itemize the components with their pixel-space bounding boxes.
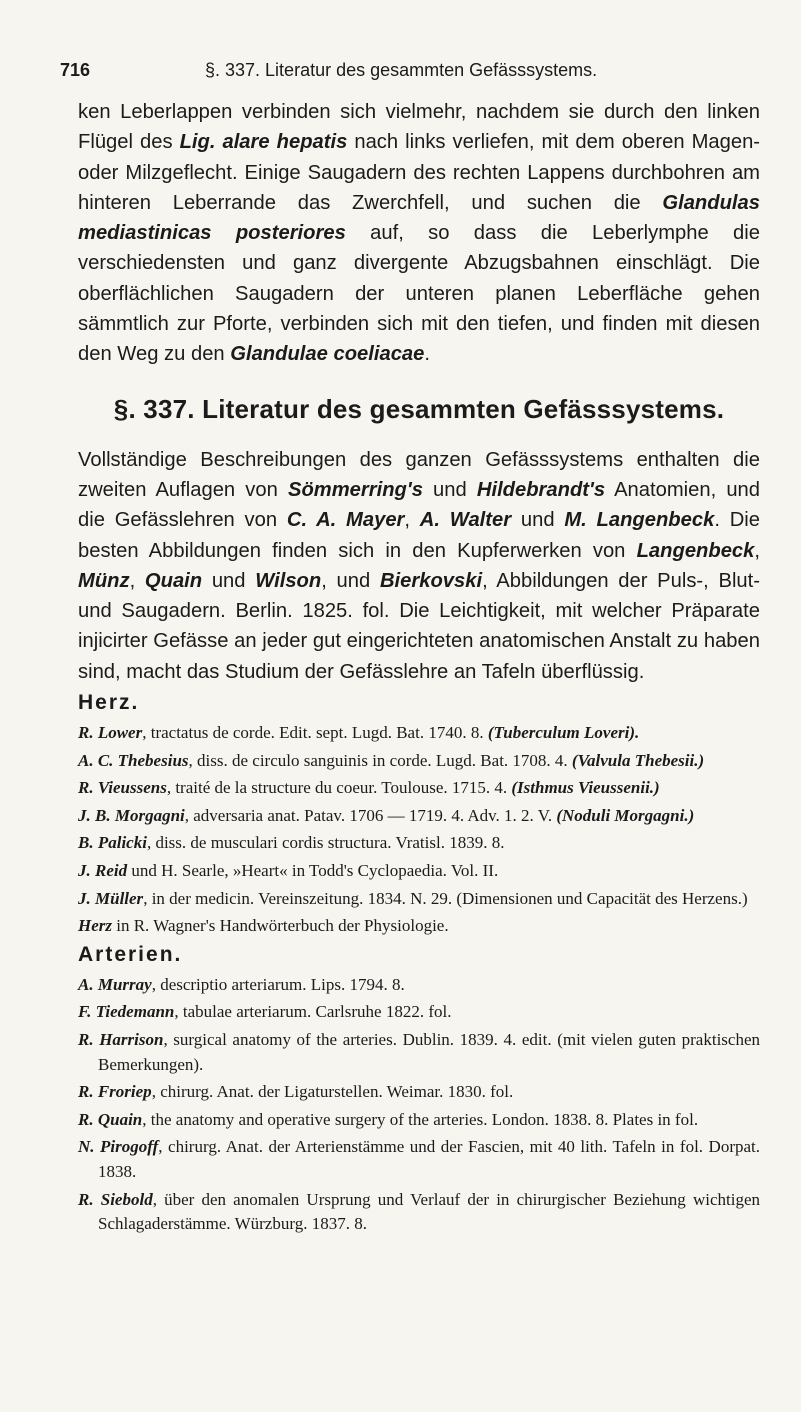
heading-arterien: Arterien.	[78, 942, 183, 966]
ref-text: in R. Wagner's Handwörterbuch der Physiologie.	[112, 916, 449, 936]
section-name: Sömmerring's	[287, 478, 423, 501]
ref-author: Herz	[78, 916, 112, 936]
ref-note: (Noduli Morgagni.)	[556, 805, 695, 825]
reference-item	[78, 887, 760, 912]
section-text: Vollständige Beschreibungen des ganzen Gefässsystems enthalten die zweiten Auflagen von	[78, 448, 760, 501]
reference-item	[78, 973, 760, 998]
section-name: Bierkovski	[379, 569, 483, 592]
reference-item	[78, 1188, 760, 1237]
page-number: 716	[60, 60, 91, 80]
ref-author: J. Müller	[78, 888, 144, 908]
ref-author: A. C. Thebesius	[78, 750, 189, 770]
reference-item	[78, 859, 760, 884]
section-name: M. Langenbeck	[564, 509, 715, 532]
section-text: ,	[754, 539, 760, 562]
ref-text: , in der medicin. Vereinszeitung. 1834. N. 29. (Dimensionen und Capacität des Herzens.)	[143, 888, 748, 908]
section-text: und	[202, 569, 256, 592]
ref-note: (Tuberculum Loveri).	[487, 723, 640, 743]
reference-item	[78, 1108, 760, 1133]
ref-text: , über den anomalen Ursprung und Verlauf der in chirurgischer Beziehung wichtigen Schlagaderstämme. Würzburg. 1837. 8.	[98, 1189, 760, 1234]
intro-term: Glandulas mediastinicas posteriores	[78, 191, 760, 245]
ref-text: , the anatomy and operative surgery of the arteries. London. 1838. 8. Plates in fol.	[142, 1109, 699, 1129]
reference-item	[78, 1028, 760, 1077]
ref-text: , adversaria anat. Patav. 1706 — 1719. 4. Adv. 1. 2. V.	[184, 805, 557, 825]
page-body	[78, 97, 760, 1240]
ref-text: und H. Searle, »Heart« in Todd's Cyclopaedia. Vol. II.	[127, 861, 499, 881]
section-name: Münz	[78, 569, 130, 592]
intro-term: Lig. alare hepatis	[179, 131, 348, 154]
reference-item	[78, 831, 760, 856]
section-name: Langenbeck	[636, 539, 755, 562]
section-name: Hildebrandt's	[476, 478, 606, 501]
ref-author: R. Vieussens	[78, 778, 167, 798]
ref-note: (Valvula Thebesii.)	[571, 750, 705, 770]
section-name: A. Walter	[419, 509, 512, 532]
intro-text: nach links verliefen, mit dem oberen Magen- oder Milzgeflecht. Einige Saugadern des rechten Lappens durchbohren am hinteren Leberrande das Zwerchfell, und suchen die	[78, 131, 761, 214]
ref-author: B. Palicki	[78, 833, 147, 853]
section-paragraph	[78, 445, 760, 687]
section-text: , Abbildungen der Puls-, Blut- und Saugadern. Berlin. 1825. fol. Die Leichtigkeit, mit welcher Präparate injicirter Gefässe an jeder gut eingerichteten anatomischen Anstalt zu haben sind, macht das Studium der Gefässlehre an Tafeln überflüssig.	[78, 569, 760, 683]
ref-text: , diss. de musculari cordis structura. Vratisl. 1839. 8.	[146, 833, 505, 853]
page-header	[60, 60, 760, 86]
section-name: Wilson	[255, 569, 322, 592]
ref-text: , diss. de circulo sanguinis in corde. Lugd. Bat. 1708. 4.	[188, 750, 572, 770]
ref-text: , descriptio arteriarum. Lips. 1794. 8.	[151, 974, 405, 994]
running-title: §. 337. Literatur des gesammten Gefässsystems.	[205, 60, 598, 80]
intro-paragraph	[78, 97, 760, 370]
heading-herz: Herz.	[78, 691, 140, 715]
reference-list-herz	[78, 721, 760, 939]
section-title: §. 337. Literatur des gesammten Gefässsystems.	[113, 393, 725, 424]
ref-author: J. B. Morgagni	[78, 805, 185, 825]
ref-text: , traité de la structure du coeur. Toulouse. 1715. 4.	[166, 778, 512, 798]
ref-text: , chirurg. Anat. der Arterienstämme und der Fascien, mit 40 lith. Tafeln in fol. Dorpat. 1838.	[98, 1137, 761, 1181]
intro-term: Glandulae coeliacae	[230, 343, 425, 366]
ref-text: , surgical anatomy of the arteries. Dublin. 1839. 4. edit. (mit vielen guten praktischen Bemerkungen).	[98, 1029, 760, 1074]
section-text: ,	[404, 509, 420, 532]
reference-item	[78, 776, 760, 801]
ref-author: R. Froriep	[78, 1082, 152, 1102]
ref-author: F. Tiedemann	[78, 1002, 175, 1022]
ref-author: R. Harrison	[78, 1029, 164, 1049]
reference-item	[78, 804, 760, 829]
ref-text: , tabulae arteriarum. Carlsruhe 1822. fol.	[174, 1002, 452, 1022]
reference-item	[78, 721, 760, 746]
section-text: . Die besten Abbildungen finden sich in den Kupferwerken von	[78, 509, 761, 562]
reference-list-arterien	[78, 973, 760, 1237]
reference-item	[78, 1000, 760, 1025]
section-text: , und	[321, 569, 380, 592]
reference-item	[78, 914, 760, 939]
section-name: Quain	[144, 569, 203, 592]
ref-author: N. Pirogoff	[78, 1137, 159, 1157]
section-text: und	[422, 478, 477, 501]
reference-item	[78, 1135, 760, 1184]
ref-author: R. Quain	[78, 1109, 143, 1129]
intro-text: auf, so dass die Leberlymphe die verschiedensten und ganz divergente Abzugsbahnen einschlägt. Die oberflächlichen Saugadern der unteren planen Leberfläche gehen sämmtlich zur Pforte, verbinden sich mit den tiefen, und finden mit diesen den Weg zu den	[78, 222, 760, 366]
ref-author: A. Murray	[78, 974, 152, 994]
ref-note: (Isthmus Vieussenii.)	[511, 778, 660, 798]
section-text: ,	[129, 569, 145, 592]
intro-text: ken Leberlappen verbinden sich vielmehr, nachdem sie durch den linken Flügel des	[78, 101, 760, 154]
section-text: Anatomien, und die Gefässlehren von	[78, 478, 761, 532]
section-name: C. A. Mayer	[286, 509, 405, 532]
reference-item	[78, 749, 760, 774]
ref-author: R. Lower	[78, 723, 143, 743]
ref-text: , chirurg. Anat. der Ligaturstellen. Weimar. 1830. fol.	[151, 1082, 514, 1102]
intro-text: .	[424, 343, 430, 366]
ref-text: , tractatus de corde. Edit. sept. Lugd. Bat. 1740. 8.	[142, 723, 488, 743]
reference-item	[78, 1080, 760, 1105]
section-text: und	[511, 509, 565, 532]
ref-author: R. Siebold	[78, 1189, 153, 1209]
ref-author: J. Reid	[78, 861, 128, 881]
